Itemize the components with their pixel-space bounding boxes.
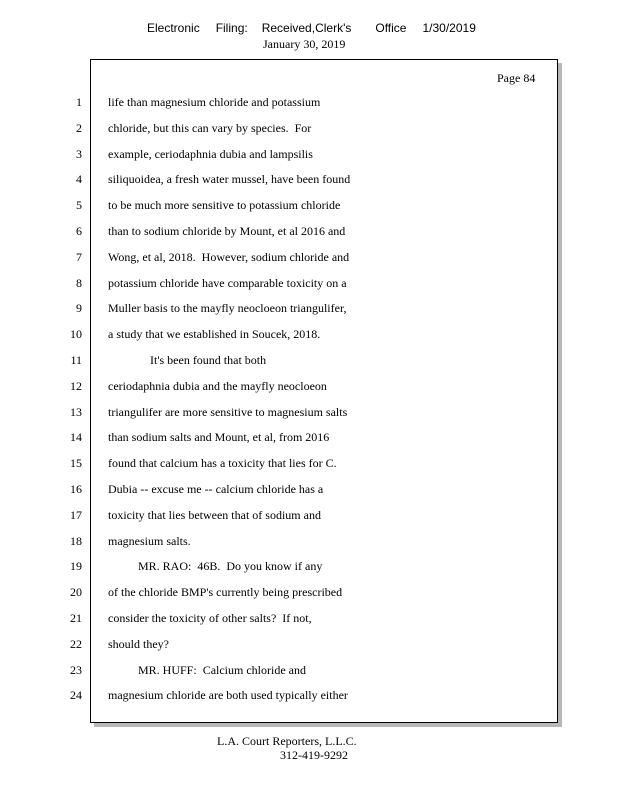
line-number: 5 bbox=[76, 198, 82, 212]
line-text: than to sodium chloride by Mount, et al 2016 and bbox=[108, 224, 346, 238]
line-text: ceriodaphnia dubia and the mayfly neocloeon bbox=[108, 379, 327, 393]
line-number: 2 bbox=[76, 121, 82, 135]
header-date: January 30, 2019 bbox=[263, 37, 346, 51]
line-number: 12 bbox=[70, 379, 82, 393]
line-number: 14 bbox=[70, 430, 82, 444]
line-number: 23 bbox=[70, 663, 82, 677]
filing-word-office: Office bbox=[375, 21, 407, 35]
line-text: Wong, et al, 2018. However, sodium chloride and bbox=[108, 250, 350, 264]
line-text: found that calcium has a toxicity that lies for C. bbox=[108, 456, 337, 470]
line-number: 15 bbox=[70, 456, 82, 470]
line-number: 21 bbox=[70, 611, 82, 625]
line-number: 3 bbox=[76, 147, 82, 161]
line-number: 11 bbox=[70, 353, 82, 367]
line-number: 9 bbox=[76, 301, 82, 315]
line-number: 19 bbox=[70, 559, 82, 573]
line-number: 18 bbox=[70, 534, 82, 548]
line-number: 17 bbox=[70, 508, 82, 522]
line-text: siliquoidea, a fresh water mussel, have been found bbox=[108, 172, 351, 186]
filing-stamp bbox=[147, 21, 476, 35]
line-number: 4 bbox=[76, 172, 82, 186]
filing-date-stamp: 1/30/2019 bbox=[422, 21, 476, 35]
line-number: 16 bbox=[70, 482, 82, 496]
line-text: MR. RAO: 46B. Do you know if any bbox=[108, 559, 323, 573]
line-text: to be much more sensitive to potassium chloride bbox=[108, 198, 341, 212]
filing-word-electronic: Electronic bbox=[147, 21, 200, 35]
line-text: example, ceriodaphnia dubia and lampsilis bbox=[108, 147, 313, 161]
line-number: 20 bbox=[70, 585, 82, 599]
line-text: chloride, but this can vary by species. For bbox=[108, 121, 312, 135]
line-text: It's been found that both bbox=[108, 353, 267, 367]
line-text: MR. HUFF: Calcium chloride and bbox=[108, 663, 306, 677]
line-text: triangulifer are more sensitive to magnesium salts bbox=[108, 405, 348, 419]
filing-word-received: Received,Clerk's bbox=[261, 21, 352, 35]
line-number: 7 bbox=[76, 250, 82, 264]
line-text: consider the toxicity of other salts? If not, bbox=[108, 611, 312, 625]
line-number: 8 bbox=[76, 276, 82, 290]
footer-phone: 312-419-9292 bbox=[280, 748, 348, 762]
line-number: 24 bbox=[70, 688, 82, 702]
line-text: Muller basis to the mayfly neocloeon triangulifer, bbox=[108, 301, 347, 315]
line-text: should they? bbox=[108, 637, 169, 651]
line-text: toxicity that lies between that of sodium and bbox=[108, 508, 321, 522]
line-number: 22 bbox=[70, 637, 82, 651]
line-number: 13 bbox=[70, 405, 82, 419]
line-number: 10 bbox=[70, 327, 82, 341]
line-text: than sodium salts and Mount, et al, from 2016 bbox=[108, 430, 330, 444]
line-number: 1 bbox=[76, 95, 82, 109]
line-text: life than magnesium chloride and potassium bbox=[108, 95, 321, 109]
filing-word-filing: Filing: bbox=[215, 21, 248, 35]
line-text: magnesium salts. bbox=[108, 534, 191, 548]
page-number: Page 84 bbox=[497, 71, 536, 85]
line-text: Dubia -- excuse me -- calcium chloride has a bbox=[108, 482, 324, 496]
line-text: potassium chloride have comparable toxicity on a bbox=[108, 276, 347, 290]
line-number: 6 bbox=[76, 224, 82, 238]
footer-company: L.A. Court Reporters, L.L.C. bbox=[217, 734, 357, 748]
line-text: a study that we established in Soucek, 2018. bbox=[108, 327, 321, 341]
line-text: of the chloride BMP's currently being prescribed bbox=[108, 585, 343, 599]
line-text: magnesium chloride are both used typically either bbox=[108, 688, 348, 702]
